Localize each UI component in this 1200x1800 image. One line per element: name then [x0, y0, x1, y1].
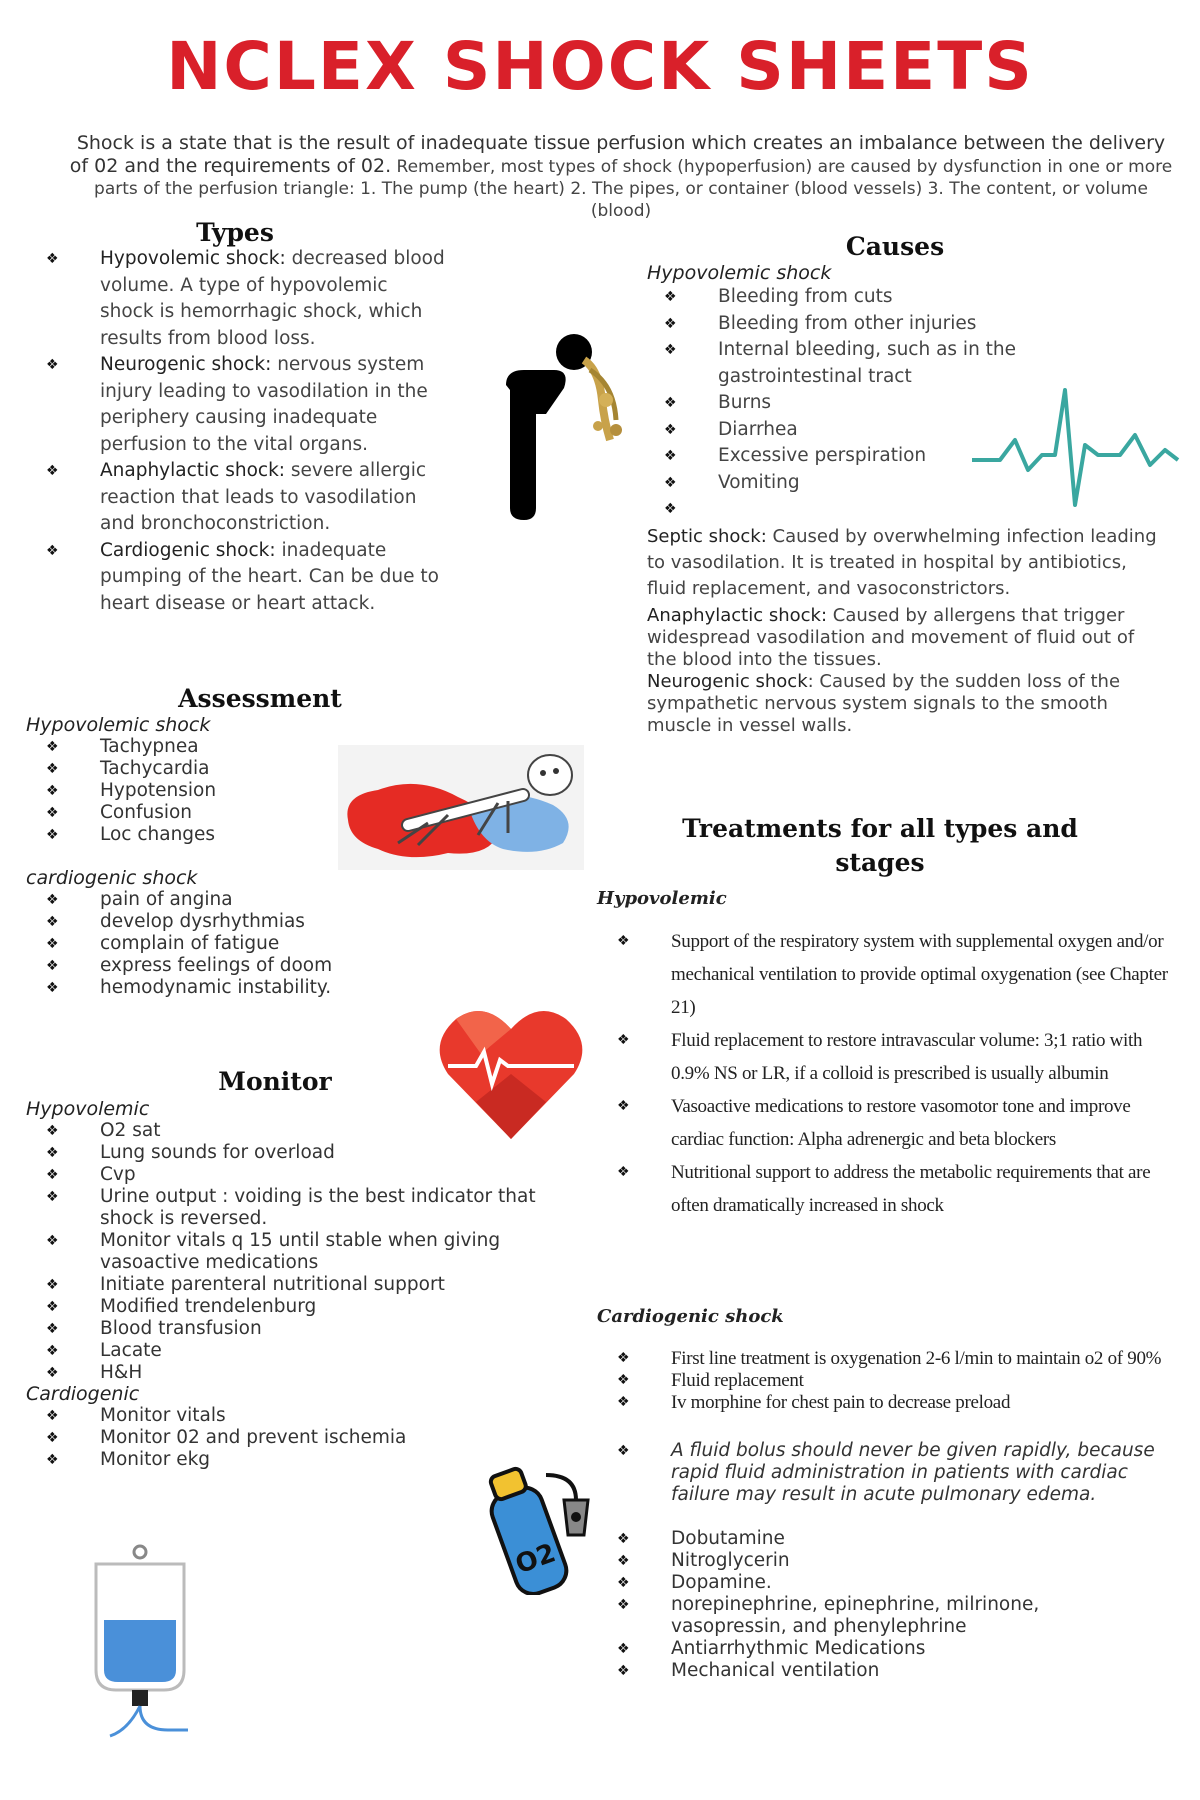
- treatment-item: ❖ First line treatment is oxygenation 2-6 l/min to maintain o2 of 90%: [597, 1348, 1179, 1370]
- treatment-item: ❖ Antiarrhythmic Medications: [597, 1638, 1157, 1660]
- causes-heading: Causes: [845, 232, 945, 261]
- assessment-cardiogenic-list: [26, 889, 466, 999]
- septic-shock-cause: Septic shock: Caused by overwhelming infection leading to vasodilation. It is treated in hospital by antibiotics, fluid replacement, and vasoconstrictors.: [647, 526, 1157, 599]
- assessment-item: ❖ complain of fatigue: [26, 933, 466, 955]
- monitor-item: ❖ Urine output : voiding is the best indicator that shock is reversed.: [26, 1186, 546, 1230]
- monitor-item: ❖ Blood transfusion: [26, 1318, 546, 1340]
- causes-item: ❖ Vomiting: [644, 470, 1074, 497]
- monitor-item: ❖ Initiate parenteral nutritional support: [26, 1274, 546, 1296]
- assessment-item: ❖ Hypotension: [26, 780, 346, 802]
- monitor-item: ❖ Cvp: [26, 1164, 546, 1186]
- monitor-item: ❖ Monitor 02 and prevent ischemia: [26, 1427, 486, 1449]
- types-item: ❖ Anaphylactic shock: severe allergic reaction that leads to vasodilation and bronchoconstriction.: [26, 458, 446, 538]
- monitor-item: ❖ Lacate: [26, 1340, 546, 1362]
- treatments-cardiogenic-medications: [597, 1528, 1157, 1682]
- assessment-item: ❖ express feelings of doom: [26, 955, 466, 977]
- page-title: NCLEX SHOCK SHEETS: [166, 28, 1034, 105]
- anaphylactic-shock-cause: Anaphylactic shock: Caused by allergens that trigger widespread vasodilation and movement of fluid out of the blood into the tissues.: [647, 605, 1135, 670]
- monitor-item: ❖ Monitor vitals: [26, 1405, 486, 1427]
- assessment-hypovolemic-list: [26, 736, 346, 846]
- monitor-cardiogenic-list: [26, 1405, 486, 1471]
- types-item: ❖ Hypovolemic shock: decreased blood volume. A type of hypovolemic shock is hemorrhagic shock, which results from blood loss.: [26, 246, 446, 352]
- treatments-hypovolemic-subheading: Hypovolemic: [597, 888, 727, 909]
- types-list: [26, 246, 446, 617]
- monitor-hypovolemic-subheading: Hypovolemic: [26, 1098, 150, 1120]
- treatments-cardiogenic-list: [597, 1348, 1179, 1414]
- intro-line-1: Shock is a state that is the result of inadequate tissue perfusion which creates an imbalance between the delivery of 02 and the requirements of 02.: [69, 132, 1166, 177]
- treatment-item: ❖ Mechanical ventilation: [597, 1660, 1157, 1682]
- assessment-hypovolemic-subheading: Hypovolemic shock: [26, 714, 211, 736]
- causes-item: ❖ Burns: [644, 390, 1074, 417]
- ecg-line-icon: [970, 375, 1180, 515]
- iv-bag-icon: [88, 1540, 198, 1740]
- treatment-item: ❖ Iv morphine for chest pain to decrease preload: [597, 1392, 1179, 1414]
- monitor-item: ❖ Lung sounds for overload: [26, 1142, 546, 1164]
- assessment-item: ❖ Loc changes: [26, 824, 346, 846]
- causes-subheading: Hypovolemic shock: [647, 262, 832, 284]
- intro-paragraph: [66, 132, 1176, 222]
- treatment-item: ❖ Support of the respiratory system with supplemental oxygen and/or mechanical ventilation to provide optimal oxygenation (see Chapter 21): [597, 925, 1179, 1024]
- assessment-heading: Assessment: [178, 684, 342, 713]
- assessment-item: ❖ pain of angina: [26, 889, 466, 911]
- treatments-hypovolemic-list: [597, 925, 1179, 1222]
- monitor-hypovolemic-list: [26, 1120, 546, 1384]
- causes-item: ❖ Excessive perspiration: [644, 443, 1074, 470]
- treatment-item: ❖ Nitroglycerin: [597, 1550, 1157, 1572]
- monitor-item: ❖ H&H: [26, 1362, 546, 1384]
- assessment-cardiogenic-subheading: cardiogenic shock: [26, 867, 198, 889]
- treatments-cardiogenic-subheading: Cardiogenic shock: [597, 1306, 784, 1327]
- types-heading: Types: [196, 218, 274, 247]
- assessment-item: ❖ Tachycardia: [26, 758, 346, 780]
- monitor-item: ❖ Monitor ekg: [26, 1449, 486, 1471]
- causes-item: ❖ Bleeding from cuts: [644, 284, 1074, 311]
- treatment-item: ❖ Fluid replacement to restore intravascular volume: 3;1 ratio with 0.9% NS or LR, if a colloid is prescribed is usually albumin: [597, 1024, 1179, 1090]
- oxygen-tank-label: O2: [511, 1538, 560, 1581]
- treatment-item: ❖ Nutritional support to address the metabolic requirements that are often dramatically increased in shock: [597, 1156, 1179, 1222]
- treatment-item: ❖ Dobutamine: [597, 1528, 1157, 1550]
- assessment-item: ❖ develop dysrhythmias: [26, 911, 466, 933]
- treatment-item: ❖ Fluid replacement: [597, 1370, 1179, 1392]
- monitor-item: ❖ O2 sat: [26, 1120, 546, 1142]
- treatment-item: ❖ Dopamine.: [597, 1572, 1157, 1594]
- intro-line-2: Remember, most types of shock (hypoperfusion) are caused by dysfunction in one or more parts of the perfusion triangle: 1. The pump (the heart) 2. The pipes, or container (blood vessels) 3. The content, or volume (blood): [94, 157, 1173, 221]
- causes-item: ❖ Diarrhea: [644, 417, 1074, 444]
- monitor-heading: Monitor: [218, 1067, 332, 1096]
- treatment-item: ❖ Vasoactive medications to restore vasomotor tone and improve cardiac function: Alpha adrenergic and beta blockers: [597, 1090, 1179, 1156]
- treatments-heading: Treatments for all types and stages: [682, 814, 1078, 877]
- treatment-item: ❖ norepinephrine, epinephrine, milrinone, vasopressin, and phenylephrine: [597, 1594, 1157, 1638]
- bleeding-person-icon: [338, 745, 584, 870]
- assessment-item: ❖ hemodynamic instability.: [26, 977, 466, 999]
- vomiting-person-icon: [484, 330, 634, 520]
- treatment-item: ❖ A fluid bolus should never be given rapidly, because rapid fluid administration in patients with cardiac failure may result in acute pulmonary edema.: [597, 1440, 1157, 1506]
- assessment-item: ❖ Tachypnea: [26, 736, 346, 758]
- monitor-cardiogenic-subheading: Cardiogenic: [26, 1383, 140, 1405]
- types-item: ❖ Cardiogenic shock: inadequate pumping of the heart. Can be due to heart disease or heart attack.: [26, 538, 446, 618]
- monitor-item: ❖ Monitor vitals q 15 until stable when giving vasoactive medications: [26, 1230, 546, 1274]
- oxygen-tank-icon: [476, 1455, 596, 1595]
- types-item: ❖ Neurogenic shock: nervous system injury leading to vasodilation in the periphery causing inadequate perfusion to the vital organs.: [26, 352, 446, 458]
- monitor-item: ❖ Modified trendelenburg: [26, 1296, 546, 1318]
- causes-item: ❖ Bleeding from other injuries: [644, 311, 1074, 338]
- neurogenic-shock-cause: Neurogenic shock: Caused by the sudden loss of the sympathetic nervous system signals to the smooth muscle in vessel walls.: [647, 671, 1121, 736]
- causes-item: ❖ Internal bleeding, such as in the gastrointestinal tract: [644, 337, 1074, 390]
- assessment-item: ❖ Confusion: [26, 802, 346, 824]
- treatments-cardiogenic-warning: [597, 1440, 1157, 1506]
